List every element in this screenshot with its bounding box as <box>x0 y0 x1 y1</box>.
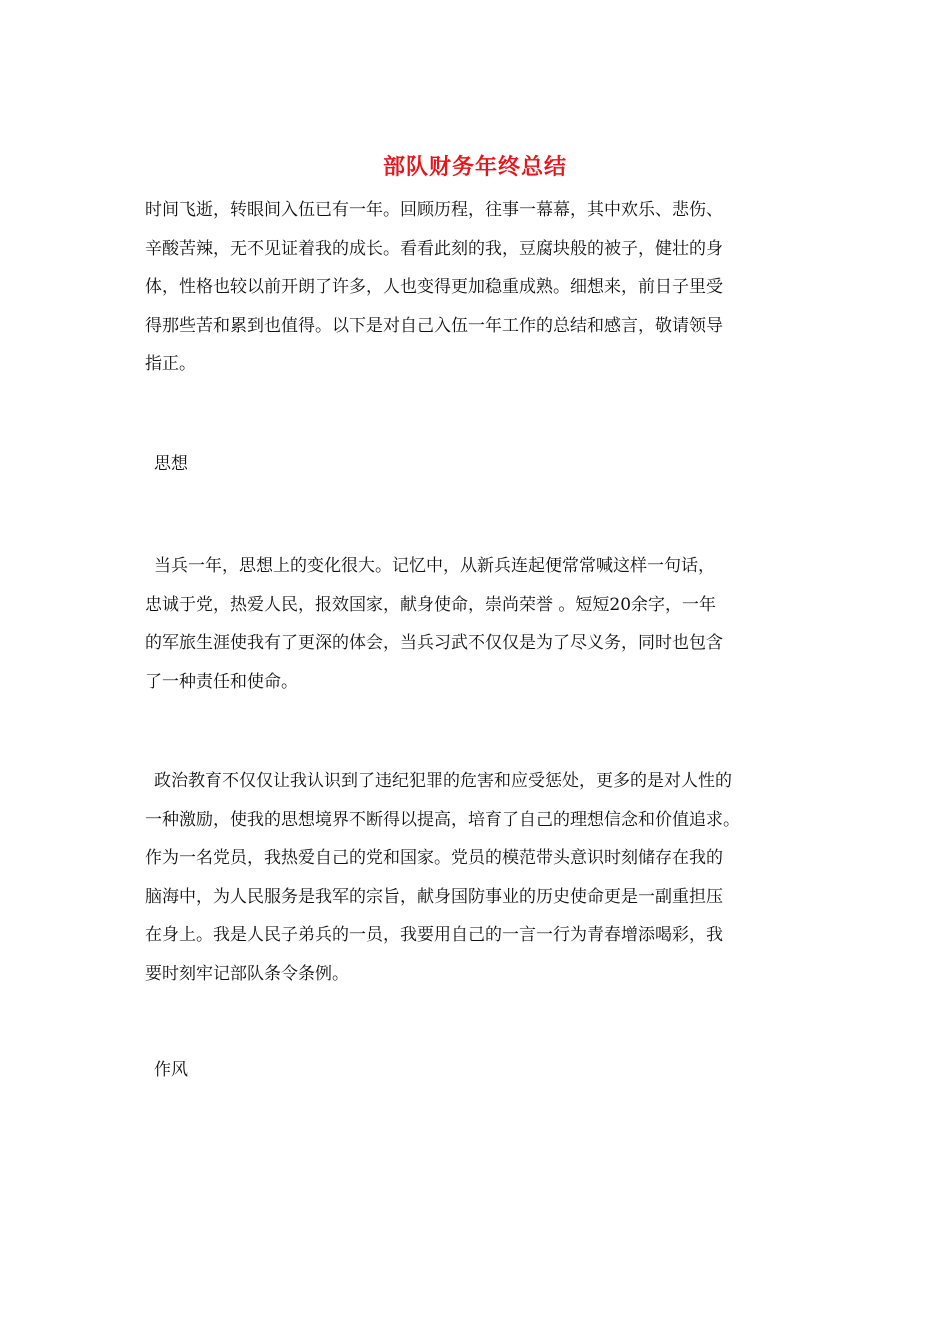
text-line: 脑海中，为人民服务是我军的宗旨，献身国防事业的历史使命更是一副重担压 <box>145 886 723 907</box>
text-line: 政治教育不仅仅让我认识到了违纪犯罪的危害和应受惩处，更多的是对人性的 <box>154 771 732 791</box>
intro-paragraph <box>145 191 815 384</box>
thought-paragraph-1 <box>145 547 815 701</box>
text-line: 了一种责任和使命。 <box>145 671 298 692</box>
document-title: 部队财务年终总结 <box>382 154 567 180</box>
text-line: 当兵一年，思想上的变化很大。记忆中，从新兵连起便常常喊这样一句话， <box>154 556 715 576</box>
thought-paragraph-2 <box>145 762 815 993</box>
text-line: 的军旅生涯使我有了更深的体会，当兵习武不仅仅是为了尽义务，同时也包含 <box>145 633 723 653</box>
text-line: 时间飞逝，转眼间入伍已有一年。回顾历程，往事一幕幕，其中欢乐、悲伤、 <box>145 200 723 220</box>
text-line: 得那些苦和累到也值得。以下是对自己入伍一年工作的总结和感言，敬请领导 <box>145 315 723 336</box>
text-line: 体，性格也较以前开朗了许多，人也变得更加稳重成熟。细想来，前日子里受 <box>145 277 723 297</box>
text-line: 辛酸苦辣，无不见证着我的成长。看看此刻的我，豆腐块般的被子，健壮的身 <box>145 238 723 259</box>
text-line: 要时刻牢记部队条令条例。 <box>145 963 349 984</box>
section-heading-style: 作风 <box>154 1060 188 1080</box>
section-heading-thought: 思想 <box>154 454 188 474</box>
text-line: 一种激励，使我的思想境界不断得以提高，培育了自己的理想信念和价值追求。 <box>145 809 740 830</box>
text-line: 作为一名党员，我热爱自己的党和国家。党员的模范带头意识时刻储存在我的 <box>145 848 723 868</box>
text-line: 在身上。我是人民子弟兵的一员，我要用自己的一言一行为青春增添喝彩，我 <box>145 925 723 945</box>
text-line: 忠诚于党，热爱人民，报效国家，献身使命，崇尚荣誉 。短短20余字，一年 <box>145 594 717 615</box>
text-line: 指正。 <box>145 354 196 374</box>
